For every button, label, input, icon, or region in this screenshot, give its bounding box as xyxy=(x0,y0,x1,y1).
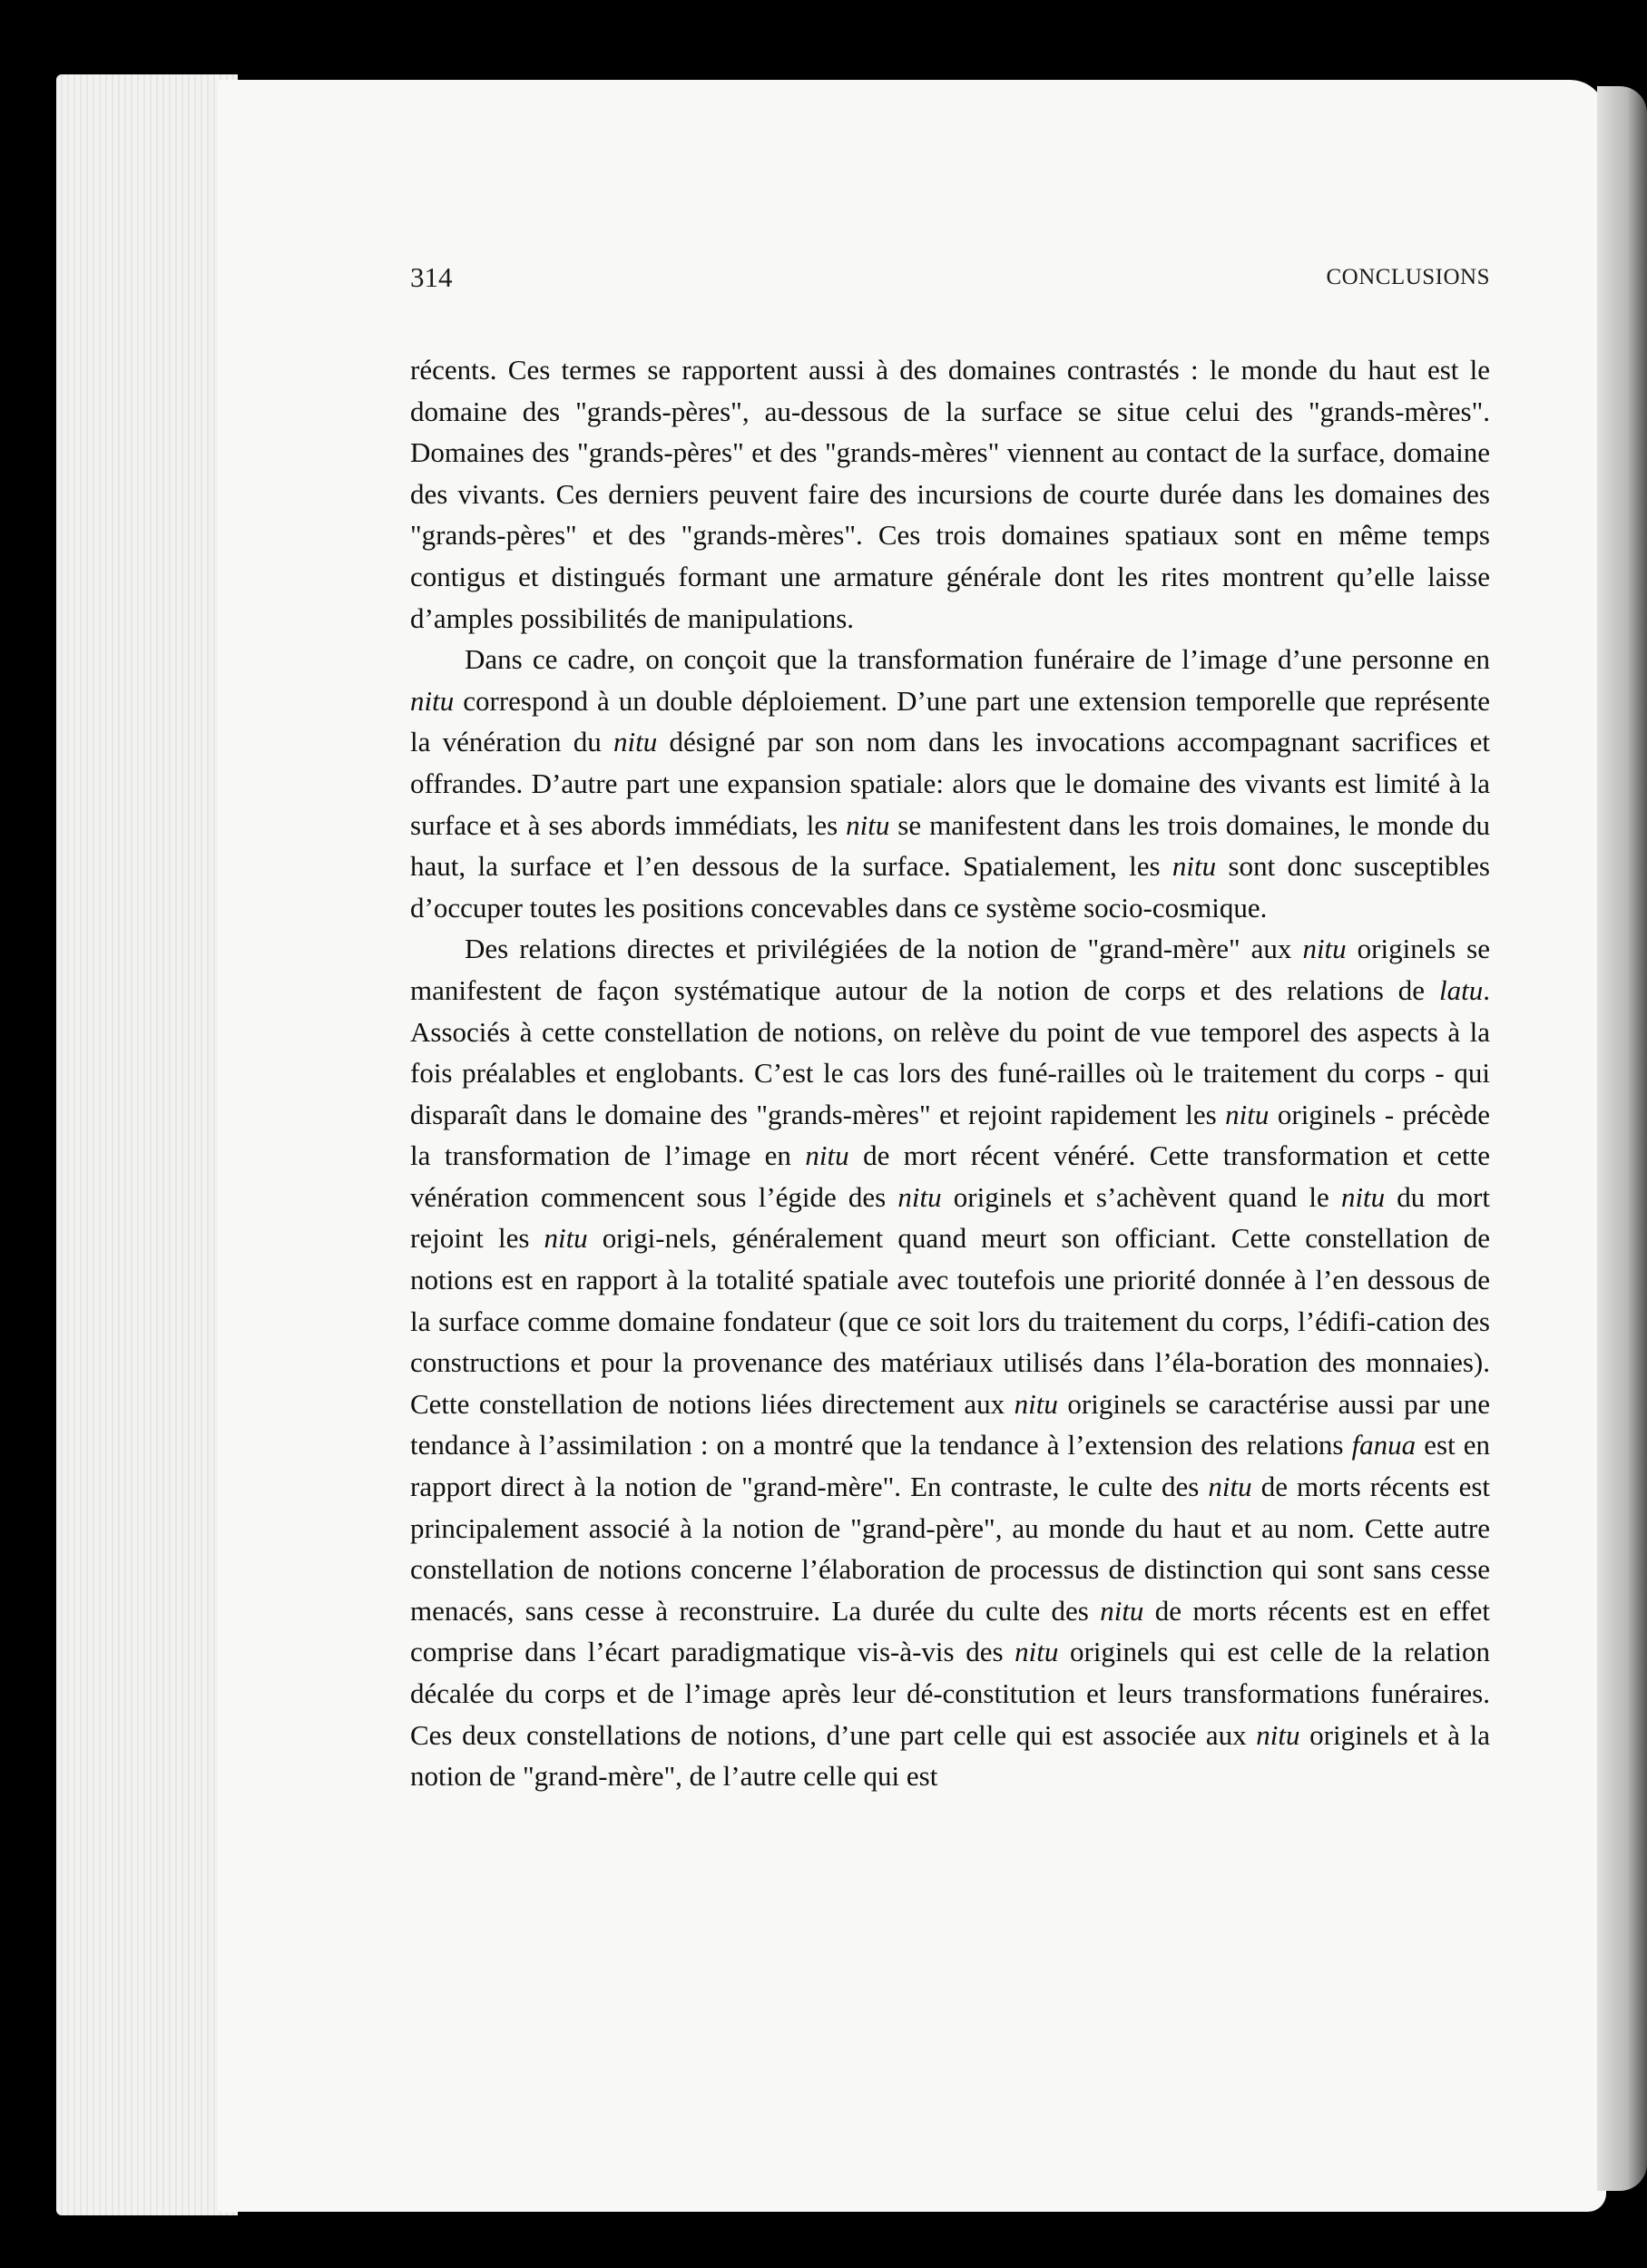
text-run: du mort rejoint les xyxy=(410,1180,1490,1255)
italic-term: nitu xyxy=(1256,1718,1300,1751)
paragraph xyxy=(410,639,1490,928)
text-run: de morts récents est en effet comprise dans l’écart paradigmatique vis-à-vis des xyxy=(410,1594,1490,1668)
page-number: 314 xyxy=(410,261,453,293)
text-run: Des relations directes et privilégiées de la notion de "grand-mère" aux xyxy=(465,933,1303,965)
italic-term: nitu xyxy=(897,1180,942,1213)
paragraph xyxy=(410,349,1490,639)
italic-term: nitu xyxy=(1208,1471,1252,1503)
italic-term: nitu xyxy=(1340,1180,1386,1213)
italic-term: nitu xyxy=(805,1139,849,1172)
italic-term: nitu xyxy=(1172,850,1217,883)
paragraph xyxy=(410,928,1490,1796)
text-run: originels se manifestent de façon systématique autour de la notion de corps et des relations de xyxy=(410,933,1490,1006)
italic-term: nitu xyxy=(1225,1098,1270,1130)
text-run: Dans ce cadre, on conçoit que la transformation funéraire de l’image d’une personne en xyxy=(465,643,1490,676)
italic-term: latu xyxy=(1439,973,1484,1006)
text-run: récents. Ces termes se rapportent aussi à des domaines contrastés : le monde du haut est le domaine des "grands-pères", au-dessous de la surface se situe celui des "grands-mères". Domaines des "grands-pères" et des "grands-mères" viennent au contact de la surface, domaine des vivants. Ces derniers peuvent faire des incursions de courte durée dans les domaines des "grands-pères" et des "grands-mères". Ces trois domaines spatiaux sont en même temps contigus et distingués formant une armature générale dont les rites montrent qu’elle laisse d’amples possibilités de manipulations. xyxy=(410,354,1490,634)
italic-term: nitu xyxy=(410,684,455,717)
text-run: originels - précède la transformation de l’image en xyxy=(410,1098,1490,1172)
text-run: . Associés à cette constellation de notions, on relève du point de vue temporel des aspects à la fois préalables et englobants. C’est le cas lors des funé-railles où le traitement du corps - qui disparaît dans le domaine des "grands-mères" et rejoint rapidement les xyxy=(410,973,1490,1130)
text-run: sont donc susceptibles d’occuper toutes les positions concevables dans ce système socio-cosmique. xyxy=(410,850,1490,924)
italic-term: nitu xyxy=(1015,1636,1059,1668)
page-gutter-shadow xyxy=(1597,86,1647,2191)
italic-term: nitu xyxy=(613,726,658,758)
section-title: CONCLUSIONS xyxy=(1326,265,1490,289)
italic-term: nitu xyxy=(544,1222,588,1255)
text-run: origi-nels, généralement quand meurt son officiant. Cette constellation de notions est en rapport à la totalité spatiale avec toutefois une priorité donnée à l’en dessous de la surface comme domaine fondateur (que ce soit lors du traitement du corps, l’édifi-cation des constructions et pour la provenance des matériaux utilisés dans l’éla-boration des monnaies). Cette constellation de notions liées directement aux xyxy=(410,1222,1490,1420)
italic-term: nitu xyxy=(846,808,890,841)
text-run: désigné par son nom dans les invocations accompagnant sacrifices et offrandes. D’autre part une expansion spatiale: alors que le domaine des vivants est limité à la surface et à ses abords immédiats, les xyxy=(410,726,1490,841)
body-text xyxy=(410,349,1490,1797)
text-run: est en rapport direct à la notion de "grand-mère". En contraste, le culte des xyxy=(410,1429,1491,1503)
italic-term: nitu xyxy=(1100,1594,1144,1627)
text-run: originels se caractérise aussi par une tendance à l’assimilation : on a montré que la tendance à l’extension des relations xyxy=(410,1387,1490,1461)
text-run: originels et à la notion de "grand-mère", de l’autre celle qui est xyxy=(410,1718,1490,1793)
text-run: se manifestent dans les trois domaines, le monde du haut, la surface et l’en dessous de la surface. Spatialement, les xyxy=(410,808,1490,883)
italic-term: nitu xyxy=(1014,1387,1058,1420)
italic-term: fanua xyxy=(1351,1429,1417,1461)
text-run: de mort récent vénéré. Cette transformation et cette vénération commencent sous l’égide des xyxy=(410,1139,1490,1213)
text-run: correspond à un double déploiement. D’une part une extension temporelle que représente la vénération du xyxy=(410,684,1490,758)
text-run: de morts récents est principalement associé à la notion de "grand-père", au monde du haut et au nom. Cette autre constellation de notions concerne l’élaboration de processus de distinction qui sont sans cesse menacés, sans cesse à reconstruire. La durée du culte des xyxy=(410,1471,1490,1627)
text-run: originels et s’achèvent quand le xyxy=(941,1180,1341,1213)
page-stack-edges xyxy=(56,74,238,2215)
text-run: originels qui est celle de la relation décalée du corps et de l’image après leur dé-constitution et leurs transformations funéraires. Ces deux constellations de notions, d’une part celle qui est associée aux xyxy=(410,1636,1490,1751)
italic-term: nitu xyxy=(1302,933,1347,965)
